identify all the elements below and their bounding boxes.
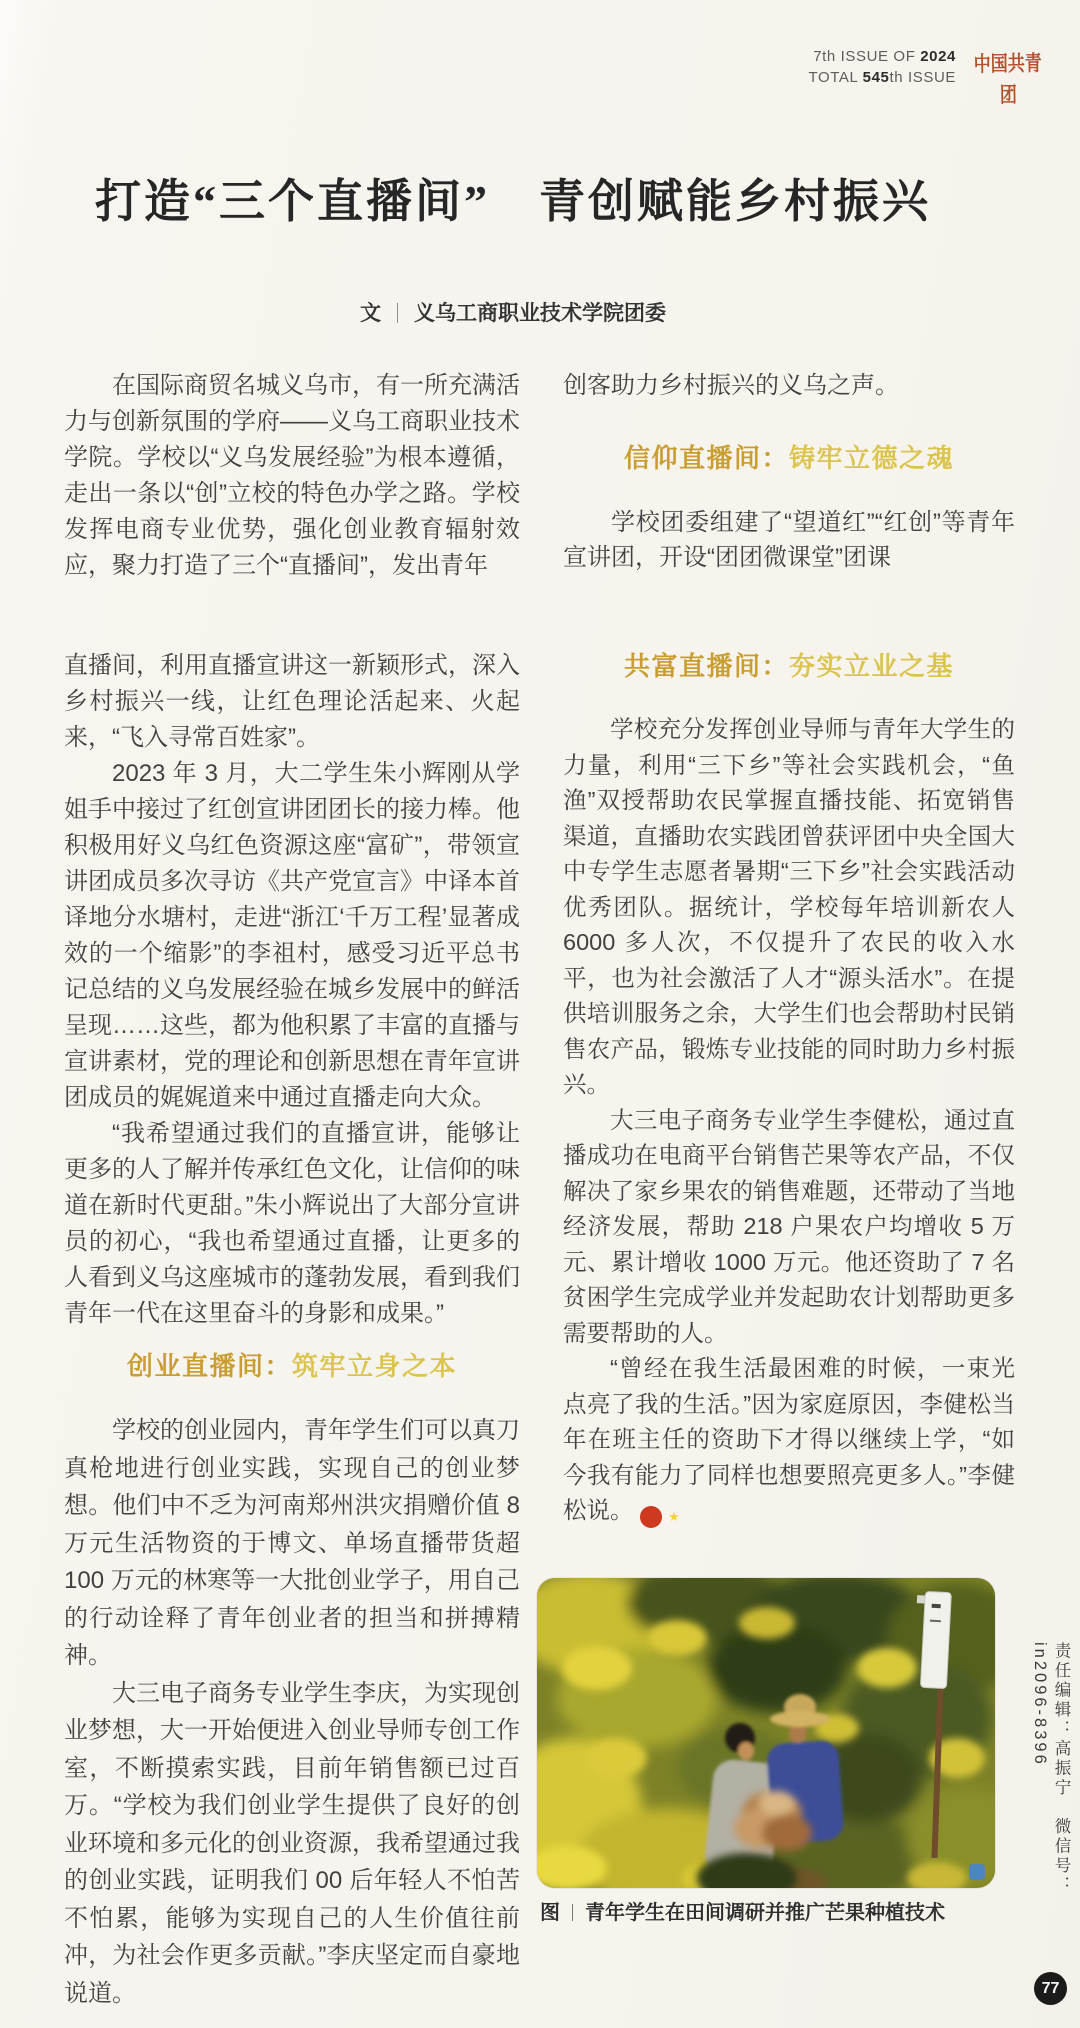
magazine-logo: 中国共青团 (973, 51, 1042, 108)
section-heading-business-label: 创业直播间： (126, 1351, 292, 1381)
body-paragraph: “我希望通过我们的直播宣讲，能够让更多的人了解并传承红色文化，让信仰的味道在新时代更甜。”朱小辉说出了大部分宣讲员的初心，“我也希望通过直播，让更多的人看到义乌这座城市的蓬勃发展，看到我们青年一代在这里奋斗的身影和成果。” (64, 1120, 520, 1327)
section-heading-business-rest: 筑牢立身之本 (292, 1351, 458, 1381)
issue-year: 2024 (920, 48, 956, 65)
issue-total-label: TOTAL (808, 69, 863, 86)
body-paragraph-text: “曾经在我生活最困难的时候，一束光点亮了我的生活。”因为家庭原因，李健松当年在班主任的资助下才得以继续上学，“如今我有能力了同样也想要照亮更多人。”李健松说。 (563, 1355, 1015, 1523)
body-paragraph: 大三电子商务专业学生李庆，为实现创业梦想，大一开始便进入创业导师专创工作室，不断摸索实践，目前年销售额已过百万。“学校为我们创业学生提供了良好的创业环境和多元化的创业资源，我希望通过我的创业实践，证明我们 00 后年轻人不怕苦不怕累，能够为实现自己的人生价值往前冲，为社会作更多贡献。”李庆坚定而自豪地说道。 (64, 1679, 520, 2007)
issue-line-1-text: 7th ISSUE OF (813, 48, 921, 65)
mango-field-photo-illustration (537, 1578, 995, 1888)
section-heading-wealth-label: 共富直播间： (623, 651, 789, 681)
issue-info (809, 46, 957, 88)
issue-line-2 (809, 67, 957, 88)
byline-label: 文 (360, 302, 381, 325)
end-mark-star-icon: ★ (640, 1506, 662, 1528)
photo-caption-label: 图 (540, 1902, 560, 1924)
byline (0, 297, 1026, 327)
byline-divider (397, 303, 398, 323)
body-paragraph (563, 1351, 1015, 1529)
body-paragraph: 学校充分发挥创业导师与青年大学生的力量，利用“三下乡”等社会实践机会，“鱼渔”双授帮助农民掌握直播技能、拓宽销售渠道，直播助农实践团曾获评团中央全国大中专学生志愿者暑期“三下乡”社会实践活动优秀团队。据统计，学校每年培训新农人 6000 多人次，不仅提升了农民的收入水平，也为社会激活了人才“源头活水”。在提供培训服务之余，大学生们也会帮助村民销售农产品，锻炼专业技能的同时助力乡村振兴。 (563, 716, 1015, 1097)
body-paragraph: 2023 年 3 月，大二学生朱小辉刚从学姐手中接过了红创宣讲团团长的接力棒。他积极用好义乌红色资源这座“富矿”，带领宣讲团成员多次寻访《共产党宣言》中译本首译地分水塘村，走进“浙江‘千万工程’显著成效的一个缩影”的李祖村，感受习近平总书记总结的义乌发展经验在城乡发展中的鲜活呈现……这些，都为他积累了丰富的直播与宣讲素材，党的理论和创新思想在青年宣讲团成员的娓娓道来中通过直播走向大众。 (64, 760, 520, 1111)
left-column-faith-body (64, 648, 520, 1332)
right-column-faith-body (563, 505, 1015, 575)
body-paragraph: 学校的创业园内，青年学生们可以真刀真枪地进行创业实践，实现自己的创业梦想。他们中不乏为河南郑州洪灾捐赠价值 8 万元生活物资的于博文、单场直播带货超 100 万元的林寒等一大批创业学子，用自己的行动诠释了青年创业者的担当和拼搏精神。 (64, 1417, 520, 1669)
body-paragraph: 创客助力乡村振兴的义乌之声。 (563, 372, 899, 399)
right-column-intro-end (563, 368, 1015, 404)
article-photo (537, 1578, 995, 1888)
editor-note: 责任编辑：高振宁 微信号：in2096-8396 (1031, 1642, 1070, 1896)
body-paragraph: 在国际商贸名城义乌市，有一所充满活力与创新氛围的学府——义乌工商职业技术学院。学校以“义乌发展经验”为根本遵循，走出一条以“创”立校的特色办学之路。学校发挥电商专业优势，强化创业教育辐射效应，聚力打造了三个“直播间”，发出青年 (64, 372, 520, 579)
photo-caption (540, 1896, 1010, 1925)
section-heading-business (64, 1346, 520, 1383)
caption-divider (572, 1904, 573, 1921)
section-heading-faith (563, 438, 1015, 475)
issue-total-suffix: th ISSUE (889, 69, 956, 86)
body-paragraph: 直播间，利用直播宣讲这一新颖形式，深入乡村振兴一线，让红色理论活起来、火起来，“飞入寻常百姓家”。 (64, 652, 520, 751)
left-column-intro (64, 368, 520, 584)
issue-total-number: 545 (862, 69, 890, 86)
article-title: 打造“三个直播间” 青创赋能乡村振兴 (95, 175, 931, 227)
section-heading-faith-label: 信仰直播间： (623, 443, 789, 473)
body-paragraph: 学校团委组建了“望道红”“红创”等青年宣讲团，开设“团团微课堂”团课 (563, 509, 1015, 571)
body-paragraph: 大三电子商务专业学生李健松，通过直播成功在电商平台销售芒果等农产品，不仅解决了家乡果农的销售难题，还带动了当地经济发展，帮助 218 户果农户均增收 5 万元、累计增收 1000 万元。他还资助了 7 名贫困学生完成学业并发起助农计划帮助更多需要帮助的人。 (563, 1106, 1015, 1346)
section-heading-wealth-rest: 夯实立业之基 (789, 651, 955, 681)
photo-caption-text: 青年学生在田间调研并推广芒果种植技术 (585, 1902, 945, 1924)
page-number-badge: 77 (1034, 1972, 1067, 2005)
issue-line-1 (809, 46, 957, 67)
byline-author: 义乌工商职业技术学院团委 (414, 302, 666, 325)
left-column-business-body (64, 1412, 520, 2012)
right-column-wealth-body (563, 712, 1015, 1529)
section-heading-faith-rest: 铸牢立德之魂 (789, 443, 955, 473)
section-heading-wealth (563, 646, 1015, 683)
